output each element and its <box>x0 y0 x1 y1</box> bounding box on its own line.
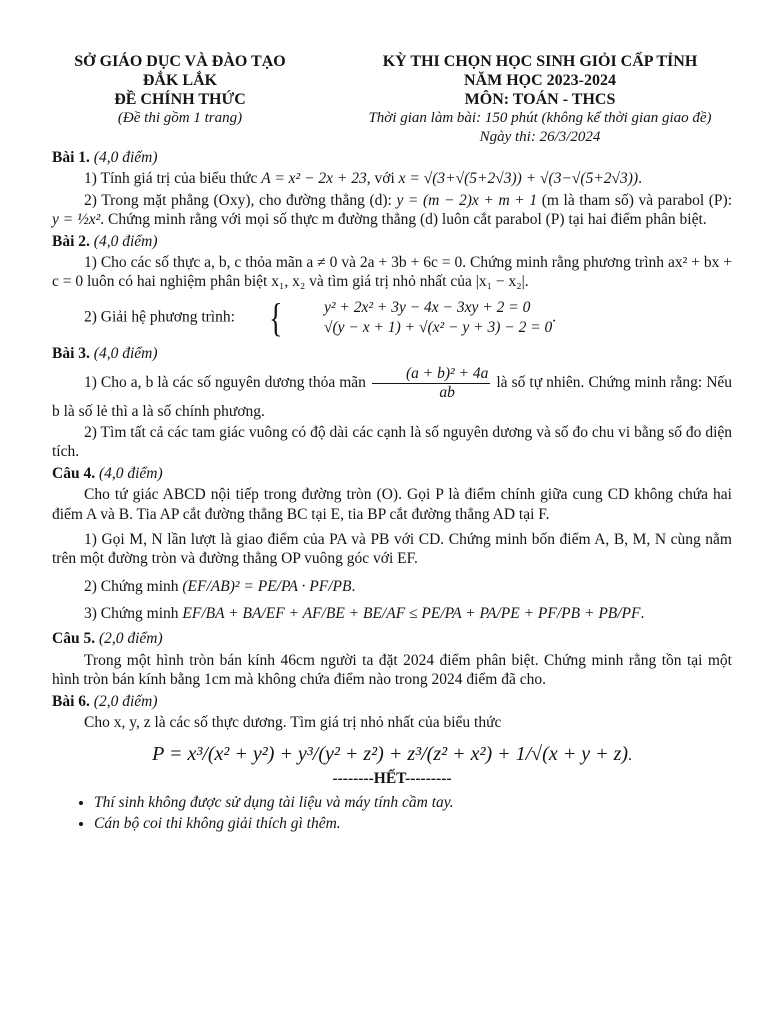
problem-5-text: Trong một hình tròn bán kính 46cm người ta đặt 2024 điểm phân biệt. Chứng minh rằng tồn tại một hình tròn bán kính bằng 1cm mà không chứa điểm nào trong 2024 điểm đã cho. <box>52 651 732 689</box>
subject: MÔN: TOÁN - THCS <box>464 91 616 108</box>
problem-2-part-2: 2) Giải hệ phương trình: { y² + 2x² + 3y − 4x − 3xy + 2 = 0 √(y − x + 1) + √(x² − y + 3) − 2 = 0 . <box>84 294 557 340</box>
official-label: ĐỀ CHÍNH THỨC <box>114 91 246 108</box>
note-item: • Cán bộ coi thi không giải thích gì thêm. <box>94 814 732 833</box>
exam-name: KỲ THI CHỌN HỌC SINH GIỎI CẤP TỈNH <box>382 53 698 70</box>
problem-2-heading: Bài 2. (4,0 điểm) <box>52 232 158 250</box>
exam-date: Ngày thi: 26/3/2024 <box>479 129 601 145</box>
problem-1-part-1: 1) Tính giá trị của biểu thức A = x² − 2x + 23, với x = √(3+√(5+2√3)) + √(3−√(5+2√3)). <box>84 170 643 188</box>
school-year: NĂM HỌC 2023-2024 <box>464 72 616 89</box>
brace-icon: { <box>268 294 283 340</box>
page-count-note: (Đề thi gồm 1 trang) <box>117 110 243 126</box>
problem-4-heading: Câu 4. (4,0 điểm) <box>52 464 163 482</box>
problem-5-heading: Câu 5. (2,0 điểm) <box>52 630 163 648</box>
problem-3-part-1: 1) Cho a, b là các số nguyên dương thỏa mãn $\frac{\text{(a + b)² + 4a}}{ab}$ là số tự nhiên. Chứng minh rằng: Nếu b là số lẻ thì a là số chính phương. <box>52 365 733 420</box>
problem-3-part-2: 2) Tìm tất cả các tam giác vuông có độ dài các cạnh là số nguyên dương và số đo chu vi bằng số đo diện tích. <box>52 424 732 461</box>
header-right <box>330 52 750 147</box>
problem-3-heading: Bài 3. (4,0 điểm) <box>52 344 158 362</box>
problem-1-part-2: 2) Trong mặt phẳng (Oxy), cho đường thẳng (d): y = (m − 2)x + m + 1 (m là tham số) và parabol (P): y = ½x². Chứng minh rằng với mọi số thực m đường thẳng (d) luôn cắt parabol (P) tại hai điểm phân biệt. <box>52 191 733 229</box>
fraction: $\frac{\text{(a + b)² + 4a}}{ab}$ <box>372 365 490 402</box>
problem-4-part-1: 1) Gọi M, N lần lượt là giao điểm của PA và PB với CD. Chứng minh bốn điểm A, B, M, N cùng nằm trên một đường tròn và đường thẳng OP vuông góc với EF. <box>52 530 732 568</box>
equation-1: y² + 2x² + 3y − 4x − 3xy + 2 = 0 <box>323 299 531 317</box>
problem-2-part-1: 1) Cho các số thực a, b, c thỏa mãn a ≠ 0 và 2a + 3b + 6c = 0. Chứng minh rằng phương trình ax² + bx + c = 0 luôn có hai nghiệm phân biệt x₁, x₂ và tìm giá trị nhỏ nhất của |x₁ − x₂|. <box>52 253 732 291</box>
exam-body <box>52 146 732 835</box>
equation-system <box>239 294 553 340</box>
header-left <box>40 52 320 128</box>
equation-2: √(y − x + 1) + √(x² − y + 3) − 2 = 0 <box>323 318 553 336</box>
notes-list <box>52 793 732 834</box>
problem-4-intro: Cho tứ giác ABCD nội tiếp trong đường tròn (O). Gọi P là điểm chính giữa cung CD không chứa hai điểm A và B. Tia AP cắt đường thẳng BC tại E, tia BP cắt đường thẳng AD tại F. <box>52 486 732 523</box>
end-marker: --------HẾT--------- <box>332 770 452 788</box>
problem-1-heading: Bài 1. (4,0 điểm) <box>52 149 158 166</box>
problem-6-heading: Bài 6. (2,0 điểm) <box>52 692 158 710</box>
problem-4-part-3: 3) Chứng minh EF/BA + BA/EF + AF/BE + BE/AF ≤ PE/PA + PA/PE + PF/PB + PB/PF. <box>84 605 645 622</box>
problem-6-expression: P = x³/(x² + y²) + y³/(y² + z²) + z³/(z² + x²) + 1/√(x + y + z). <box>152 743 632 766</box>
province-name: ĐẮK LẮK <box>142 72 218 89</box>
problem-4-part-2: 2) Chứng minh (EF/AB)² = PE/PA · PF/PB. <box>84 577 356 595</box>
department-name: SỞ GIÁO DỤC VÀ ĐÀO TẠO <box>74 53 286 70</box>
problem-6-text: Cho x, y, z là các số thực dương. Tìm giá trị nhỏ nhất của biểu thức <box>84 713 502 731</box>
note-item: • Thí sinh không được sử dụng tài liệu và máy tính cầm tay. <box>94 793 732 812</box>
time-allowed: Thời gian làm bài: 150 phút (không kể thời gian giao đề) <box>368 110 712 126</box>
